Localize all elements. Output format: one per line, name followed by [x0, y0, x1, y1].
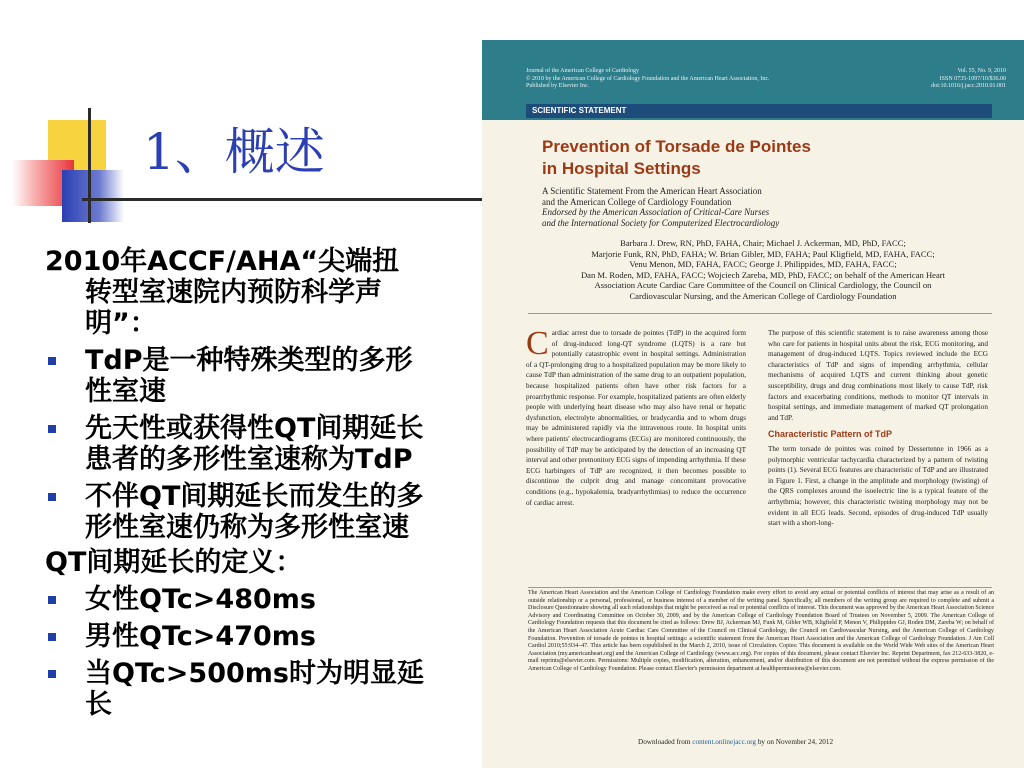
intro-line-3: 明”：: [85, 308, 157, 339]
bullet-text: 当QTc>500ms时为明显延: [85, 658, 424, 689]
bullet-marker: [48, 596, 56, 604]
download-suffix: by on November 24, 2012: [756, 738, 834, 746]
bullet-marker: [48, 357, 56, 365]
drop-cap: C: [526, 325, 549, 362]
journal-header: [482, 40, 1024, 120]
author-line: Barbara J. Drew, RN, PhD, FAHA, Chair; Michael J. Ackerman, MD, PhD, FACC;: [620, 238, 906, 248]
intro-line-2: 转型室速院内预防科学声: [85, 277, 382, 308]
slide-body: [45, 246, 485, 720]
bullet-marker: [48, 633, 56, 641]
download-notice: [638, 738, 833, 746]
bullet-item: [45, 658, 485, 720]
article-title-line: in Hospital Settings: [542, 159, 701, 178]
intro-line-1: 2010年ACCF/AHA“尖端扭: [45, 246, 400, 277]
definition-heading: QT间期延长的定义：: [45, 547, 303, 578]
article-subtitle: [542, 186, 982, 228]
article-page-image: [482, 40, 1024, 768]
deco-vertical-line: [88, 108, 91, 223]
bullet-item: [45, 413, 485, 475]
volume-line: Vol. 55, No. 9, 2010: [957, 68, 1006, 74]
bullet-text: 性室速: [85, 376, 166, 407]
bullet-text: TdP是一种特殊类型的多形: [85, 345, 413, 376]
bullet-marker: [48, 493, 56, 501]
bullet-text: 先天性或获得性QT间期延长: [85, 413, 424, 444]
author-line: Cardiovascular Nursing, and the American College of Cardiology Foundation: [629, 290, 897, 301]
bullet-marker: [48, 425, 56, 433]
slide-title: 1、概述: [143, 123, 325, 181]
author-line: Venu Menon, MD, FAHA, FACC; George J. Philippides, MD, FAHA, FACC;: [629, 259, 897, 269]
endorsement-line: and the International Society for Computerized Electrocardiology: [542, 217, 780, 228]
endorsement-line: Endorsed by the American Association of Critical-Care Nurses: [542, 207, 770, 217]
subtitle-line: and the American College of Cardiology Foundation: [542, 196, 732, 207]
title-divider: [82, 198, 482, 201]
article-title-line: Prevention of Torsade de Pointes: [542, 137, 811, 156]
bullet-item: [45, 345, 485, 407]
author-list: [528, 238, 998, 301]
journal-line: Journal of the American College of Cardiology: [526, 68, 639, 74]
bullet-marker: [48, 670, 56, 678]
intro-text: [45, 246, 485, 339]
author-line: Association Acute Cardiac Care Committee of the Council on Clinical Cardiology, the Council on: [594, 280, 932, 290]
body-text: The term torsade de pointes was coined by Dessertenne in 1966 as a polymorphic ventricular tachycardia characterized by a pattern of twisting points (1). Several ECG features are characteristic of TdP and are illustrated in Figure 1. First, a change in the amplitude and morphology (twisting) of the QRS complexes around the isoelectric line is a typical feature of the arrhythmia; however, this characteristic twisting morphology may not be evident in all ECG leads. Second, episodes of drug-induced TdP usually start with a short-long-: [768, 444, 988, 528]
bullet-text: 患者的多形性室速称为TdP: [85, 444, 413, 475]
footnotes: The American Heart Association and the American College of Cardiology Foundation make every effort to avoid any actual or potential conflicts of interest that may arise as a result of an outside relationship or a personal, professional, or business interest of a member of the writing panel. Specifically, all members of the writing group are required to complete and submit a Disclosure Questionnaire showing all such relationships that might be perceived as real or potential conflicts of interest. This document was approved by the American Heart Association Science Advisory and Coordinating Committee on October 30, 2009, and by the American College of Cardiology Foundation Board of Trustees on November 5, 2009. The American College of Cardiology Foundation requests that this document be cited as follows: Drew BJ, Ackerman MJ, Funk M, Gibler WB, Kligfield P, Menon V, Philippides GJ, Roden DM, Zareba W; on behalf of the American Heart Association Acute Cardiac Care Committee of the Council on Clinical Cardiology, the Council on Cardiovascular Nursing, and the American College of Cardiology Foundation. Prevention of torsade de pointes in hospital settings: a scientific statement from the American Heart Association and the American College of Cardiology Foundation. J Am Coll Cardiol 2010;55:934–47. This article has been copublished in the March 2, 2010, issue of Circulation. Copies: This document is available on the World Wide Web sites of the American Heart Association (my.americanheart.org) and the American College of Cardiology (www.acc.org). For copies of this document, please contact Elsevier Inc. Reprint Department, fax 212-633-3820, e-mail reprints@elsevier.com. Permissions: Multiple copies, modification, alteration, enhancement, and/or distribution of this document are not permitted without the express permission of the American College of Cardiology Foundation. Please contact Elsevier's permission department at healthpermissions@elsevier.com.: [528, 590, 994, 672]
bullet-text: 男性QTc>470ms: [85, 621, 316, 652]
volume-info: [931, 68, 1006, 91]
article-column-left: [526, 325, 746, 508]
article-divider: [528, 313, 992, 314]
volume-line: ISSN 0735-1097/10/$36.00: [939, 75, 1006, 82]
bullet-text: 女性QTc>480ms: [85, 584, 316, 615]
author-line: Dan M. Roden, MD, FAHA, FACC; Wojciech Zareba, MD, PhD, FACC; on behalf of the American Heart: [580, 269, 946, 280]
volume-line: doi:10.1016/j.jacc.2010.01.001: [931, 83, 1006, 89]
download-link[interactable]: content.onlinejacc.org: [692, 738, 757, 746]
body-text: The purpose of this scientific statement is to raise awareness among those who care for patients in hospital units about the risk, ECG monitoring, and management of drug-induced LQTS. Topics reviewed include the ECG characteristics of TdP and signs of impending arrhythmia, cellular mechanisms of acquired LQTS and current thinking about genetic susceptibility, drugs and drug combinations most likely to cause TdP, risk factors and exacerbating conditions, methods to monitor QT intervals in hospital settings, and immediate management of marked QT prolongation and TdP.: [768, 329, 988, 422]
journal-info: [526, 68, 770, 91]
footnote-divider: [528, 587, 992, 588]
bullet-item: [45, 584, 485, 615]
article-column-right: [768, 328, 988, 529]
section-heading: Characteristic Pattern of TdP: [768, 429, 893, 440]
journal-line: Published by Elsevier Inc.: [526, 83, 589, 89]
bullet-text: 形性室速仍称为多形性室速: [85, 512, 409, 543]
bullet-item: [45, 621, 485, 652]
download-prefix: Downloaded from: [638, 738, 693, 746]
subtitle-line: A Scientific Statement From the American Heart Association: [542, 186, 762, 196]
bullet-item: [45, 481, 485, 543]
journal-line: © 2010 by the American College of Cardiology Foundation and the American Heart Association, Inc.: [526, 75, 770, 82]
title-decoration: [0, 0, 150, 230]
deco-blue-square: [62, 170, 124, 222]
article-title: [542, 136, 962, 180]
section-label: SCIENTIFIC STATEMENT: [526, 104, 992, 118]
bullet-text: 不伴QT间期延长而发生的多: [85, 481, 424, 512]
bullet-text: 长: [85, 689, 112, 720]
author-line: Marjorie Funk, RN, PhD, FAHA; W. Brian Gibler, MD, FAHA; Paul Kligfield, MD, FAHA, FACC;: [591, 248, 935, 259]
body-text: ardiac arrest due to torsade de pointes (TdP) in the acquired form of drug-induced long-QT syndrome (LQTS) is a rare but potentially catastrophic event in hospital settings. Administration of a QT-prolonging drug to a hospitalized population may be more likely to cause TdP than administration of the same drug to an outpatient population, because hospitalized patients often have other risk factors for a proarrhythmic response. For example, hospitalized patients are often elderly people with underlying heart disease who may also have renal or hepatic dysfunction, electrolyte abnormalities, or bradycardia and to whom drugs may be administered rapidly via the intravenous route. In hospital units where patients' electrocardiograms (ECGs) are monitored continuously, the possibility of TdP may be anticipated by the detection of an increasing QT interval and other premonitory ECG signs of impending arrhythmia. If these ECG harbingers of TdP are recognized, it then becomes possible to discontinue the culprit drug and manage concomitant provocative conditions (e.g., hypokalemia, bradyarrhythmias) to reduce the occurrence of cardiac arrest.: [526, 329, 746, 507]
